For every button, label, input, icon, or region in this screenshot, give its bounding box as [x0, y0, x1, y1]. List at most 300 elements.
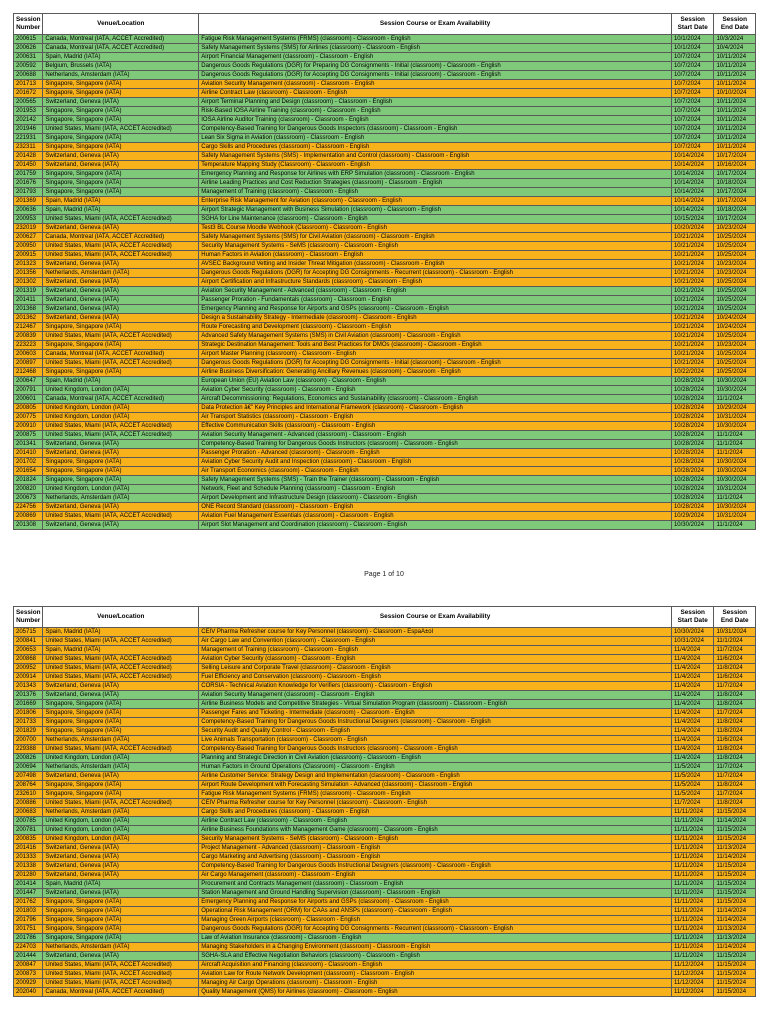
course-cell: Dangerous Goods Regulations (DGR) for Accepting DG Consignments - Initial (classroom) - Classroom - English — [199, 359, 672, 368]
table-row — [14, 80, 756, 89]
table-row — [14, 709, 756, 718]
course-cell: Fatigue Risk Management Systems (FRMS) (classroom) - Classroom - English — [199, 35, 672, 44]
end-date-cell: 10/23/2024 — [714, 260, 756, 269]
end-date-cell: 11/1/2024 — [714, 521, 756, 530]
session-number-cell: 200700 — [14, 736, 43, 745]
table-row — [14, 655, 756, 664]
end-date-cell: 10/17/2024 — [714, 215, 756, 224]
venue-cell: United States, Miami (IATA, ACCET Accredited) — [43, 970, 199, 979]
course-cell: Aircraft Acquisition and Financing (classroom) - Classroom - English — [199, 961, 672, 970]
session-number-cell: 202142 — [14, 116, 43, 125]
course-cell: Safety Management Systems (SMS) - Train the Trainer (classroom) - Classroom - English — [199, 476, 672, 485]
course-cell: Airport Route Development with Forecasting Simulation - Advanced (classroom) - Classroom - English — [199, 781, 672, 790]
session-number-cell: 201676 — [14, 179, 43, 188]
table-row — [14, 287, 756, 296]
venue-cell: Switzerland, Geneva (IATA) — [43, 98, 199, 107]
session-number-cell: 201806 — [14, 709, 43, 718]
venue-cell: Singapore, Singapore (IATA) — [43, 179, 199, 188]
session-number-cell: 200785 — [14, 817, 43, 826]
table-row — [14, 628, 756, 637]
venue-cell: United States, Miami (IATA, ACCET Accredited) — [43, 979, 199, 988]
session-number-cell: 201319 — [14, 287, 43, 296]
end-date-cell: 11/1/2024 — [714, 395, 756, 404]
session-number-cell: 201302 — [14, 278, 43, 287]
course-cell: Competency-Based Training for Dangerous Goods Instructors (classroom) - Classroom - English — [199, 745, 672, 754]
table-row — [14, 179, 756, 188]
course-cell: Airline Business Diversification: Generating Ancillary Revenues (classroom) - Classroom - English — [199, 368, 672, 377]
session-number-cell: 201308 — [14, 521, 43, 530]
venue-cell: Singapore, Singapore (IATA) — [43, 467, 199, 476]
start-date-cell: 10/1/2024 — [671, 44, 714, 53]
venue-cell: Switzerland, Geneva (IATA) — [43, 691, 199, 700]
start-date-cell: 11/11/2024 — [671, 889, 714, 898]
course-cell: Temperature Mapping Study (Classroom) - Classroom - English — [199, 161, 672, 170]
session-number-cell: 201759 — [14, 170, 43, 179]
start-date-cell: 11/11/2024 — [671, 826, 714, 835]
venue-cell: Singapore, Singapore (IATA) — [43, 134, 199, 143]
end-date-cell: 11/7/2024 — [714, 682, 756, 691]
table-row — [14, 682, 756, 691]
start-date-cell: 10/21/2024 — [671, 314, 714, 323]
session-number-cell: 201793 — [14, 188, 43, 197]
end-date-cell: 10/11/2024 — [714, 53, 756, 62]
session-number-cell: 201786 — [14, 934, 43, 943]
venue-cell: Singapore, Singapore (IATA) — [43, 934, 199, 943]
start-date-cell: 10/21/2024 — [671, 296, 714, 305]
session-number-cell: 201341 — [14, 440, 43, 449]
table-row — [14, 359, 756, 368]
end-date-cell: 10/4/2024 — [714, 44, 756, 53]
session-number-cell: 200627 — [14, 233, 43, 242]
course-cell: Aviation Cyber Security (classroom) - Classroom - English — [199, 655, 672, 664]
table-row — [14, 332, 756, 341]
session-number-cell: 200886 — [14, 799, 43, 808]
start-date-cell: 11/11/2024 — [671, 916, 714, 925]
course-cell: Security Management Systems - SeMS (classroom) - Classroom - English — [199, 242, 672, 251]
session-number-cell: 200601 — [14, 395, 43, 404]
table-row — [14, 404, 756, 413]
session-number-cell: 201333 — [14, 853, 43, 862]
venue-cell: United States, Miami (IATA, ACCET Accredited) — [43, 673, 199, 682]
session-number-cell: 201376 — [14, 691, 43, 700]
end-date-cell: 10/25/2024 — [714, 296, 756, 305]
venue-cell: Singapore, Singapore (IATA) — [43, 709, 199, 718]
end-date-cell: 11/14/2024 — [714, 916, 756, 925]
venue-cell: Switzerland, Geneva (IATA) — [43, 314, 199, 323]
session-number-cell: 201280 — [14, 871, 43, 880]
page-number: Page 1 of 10 — [364, 571, 404, 578]
course-cell: Advanced Safety Management Systems (SMS) in Civil Aviation (classroom) - Classroom - English — [199, 332, 672, 341]
table-row — [14, 952, 756, 961]
table-body — [14, 628, 756, 997]
end-date-cell: 10/11/2024 — [714, 125, 756, 134]
course-cell: Airport Development and Infrastructure Design (classroom) - Classroom - English — [199, 494, 672, 503]
end-date-cell: 11/15/2024 — [714, 862, 756, 871]
venue-cell: United Kingdom, London (IATA) — [43, 835, 199, 844]
end-date-cell: 10/30/2024 — [714, 386, 756, 395]
venue-cell: Spain, Madrid (IATA) — [43, 197, 199, 206]
course-cell: Airline Customer Service: Strategy Design and Implementation (classroom) - Classroom - English — [199, 772, 672, 781]
course-cell: Fuel Efficiency and Conservation (classroom) - Classroom - English — [199, 673, 672, 682]
session-number-cell: 201414 — [14, 880, 43, 889]
end-date-cell: 10/16/2024 — [714, 161, 756, 170]
course-cell: Competency-Based Training for Dangerous Goods Instructional Designers (classroom) - Classroom - English — [199, 862, 672, 871]
session-number-cell: 201713 — [14, 80, 43, 89]
course-cell: Law of Aviation Insurance (classroom) - Classroom - English — [199, 934, 672, 943]
session-number-cell: 200615 — [14, 35, 43, 44]
venue-cell: United Kingdom, London (IATA) — [43, 485, 199, 494]
table-row — [14, 521, 756, 530]
table-row — [14, 296, 756, 305]
table-row — [14, 377, 756, 386]
venue-cell: Switzerland, Geneva (IATA) — [43, 305, 199, 314]
venue-cell: Canada, Montreal (IATA, ACCET Accredited) — [43, 350, 199, 359]
session-number-cell: 200897 — [14, 359, 43, 368]
course-cell: Enterprise Risk Management for Aviation (classroom) - Classroom - English — [199, 197, 672, 206]
start-date-cell: 10/28/2024 — [671, 485, 714, 494]
table-row — [14, 143, 756, 152]
header-venue: Venue/Location — [43, 607, 199, 628]
end-date-cell: 10/31/2024 — [714, 628, 756, 637]
table-row — [14, 152, 756, 161]
session-number-cell: 201368 — [14, 305, 43, 314]
table-row — [14, 233, 756, 242]
end-date-cell: 11/8/2024 — [714, 781, 756, 790]
venue-cell: Switzerland, Geneva (IATA) — [43, 952, 199, 961]
start-date-cell: 11/11/2024 — [671, 844, 714, 853]
venue-cell: United States, Miami (IATA, ACCET Accredited) — [43, 961, 199, 970]
session-number-cell: 200636 — [14, 206, 43, 215]
start-date-cell: 10/30/2024 — [671, 628, 714, 637]
course-cell: Safety Management Systems (SMS) - Implementation and Control (classroom) - Classroom - English — [199, 152, 672, 161]
venue-cell: United States, Miami (IATA, ACCET Accredited) — [43, 242, 199, 251]
header-venue: Venue/Location — [43, 14, 199, 35]
venue-cell: Switzerland, Geneva (IATA) — [43, 278, 199, 287]
table-row — [14, 386, 756, 395]
venue-cell: Switzerland, Geneva (IATA) — [43, 287, 199, 296]
session-number-cell: 201672 — [14, 89, 43, 98]
course-cell: Aviation Security Management (classroom) - Classroom - English — [199, 80, 672, 89]
start-date-cell: 11/5/2024 — [671, 763, 714, 772]
session-number-cell: 200910 — [14, 422, 43, 431]
table-row — [14, 134, 756, 143]
table-row — [14, 907, 756, 916]
start-date-cell: 10/7/2024 — [671, 71, 714, 80]
start-date-cell: 11/4/2024 — [671, 673, 714, 682]
table-row — [14, 170, 756, 179]
course-cell: AVSEC Background Vetting and Insider Threat Mitigation (classroom) - Classroom - English — [199, 260, 672, 269]
course-cell: Air Cargo Management (classroom) - Classroom - English — [199, 871, 672, 880]
session-number-cell: 208764 — [14, 781, 43, 790]
venue-cell: United Kingdom, London (IATA) — [43, 754, 199, 763]
session-number-cell: 200603 — [14, 350, 43, 359]
course-cell: Safety Management Systems (SMS) for Airlines (classroom) - Classroom - English — [199, 44, 672, 53]
end-date-cell: 11/15/2024 — [714, 898, 756, 907]
course-cell: Managing Green Airports (classroom) - Classroom - English — [199, 916, 672, 925]
venue-cell: Canada, Montreal (IATA, ACCET Accredited) — [43, 988, 199, 997]
end-date-cell: 10/3/2024 — [714, 35, 756, 44]
session-number-cell: 200873 — [14, 970, 43, 979]
end-date-cell: 11/7/2024 — [714, 772, 756, 781]
start-date-cell: 11/4/2024 — [671, 745, 714, 754]
start-date-cell: 10/28/2024 — [671, 449, 714, 458]
end-date-cell: 11/8/2024 — [714, 745, 756, 754]
table-row — [14, 188, 756, 197]
venue-cell: Singapore, Singapore (IATA) — [43, 143, 199, 152]
course-cell: Test3 BL Course Moodle Webhook (Classroom) - Classroom - English — [199, 224, 672, 233]
course-cell: Dangerous Goods Regulations (DGR) for Accepting DG Consignments - Recurrent (classroom) - Classroom - English — [199, 925, 672, 934]
end-date-cell: 11/14/2024 — [714, 907, 756, 916]
session-number-cell: 201702 — [14, 458, 43, 467]
session-number-cell: 200841 — [14, 637, 43, 646]
end-date-cell: 11/15/2024 — [714, 808, 756, 817]
course-cell: Passenger Proration - Advanced (classroom) - Classroom - English — [199, 449, 672, 458]
course-cell: Safety Management Systems (SMS) for Civil Aviation (classroom) - Classroom - English — [199, 233, 672, 242]
venue-cell: Switzerland, Geneva (IATA) — [43, 503, 199, 512]
start-date-cell: 10/31/2024 — [671, 637, 714, 646]
table-row — [14, 224, 756, 233]
start-date-cell: 10/21/2024 — [671, 305, 714, 314]
session-number-cell: 201444 — [14, 952, 43, 961]
venue-cell: United States, Miami (IATA, ACCET Accredited) — [43, 251, 199, 260]
session-number-cell: 201829 — [14, 727, 43, 736]
course-cell: Route Forecasting and Development (classroom) - Classroom - English — [199, 323, 672, 332]
start-date-cell: 10/28/2024 — [671, 413, 714, 422]
course-cell: Design a Sustainability Strategy - Intermediate (classroom) - Classroom - English — [199, 314, 672, 323]
end-date-cell: 10/23/2024 — [714, 341, 756, 350]
course-cell: Emergency Planning and Response for Airports and GSPs (classroom) - Classroom - English — [199, 898, 672, 907]
venue-cell: Netherlands, Amsterdam (IATA) — [43, 71, 199, 80]
end-date-cell: 10/17/2024 — [714, 152, 756, 161]
table-row — [14, 512, 756, 521]
table-row — [14, 350, 756, 359]
table-row — [14, 925, 756, 934]
table-row — [14, 664, 756, 673]
course-cell: Managing Air Cargo Operations (classroom) - Classroom - English — [199, 979, 672, 988]
venue-cell: Netherlands, Amsterdam (IATA) — [43, 763, 199, 772]
venue-cell: Netherlands, Amsterdam (IATA) — [43, 808, 199, 817]
start-date-cell: 10/21/2024 — [671, 233, 714, 242]
end-date-cell: 10/17/2024 — [714, 188, 756, 197]
start-date-cell: 11/11/2024 — [671, 835, 714, 844]
start-date-cell: 10/7/2024 — [671, 80, 714, 89]
start-date-cell: 11/12/2024 — [671, 961, 714, 970]
end-date-cell: 10/25/2024 — [714, 278, 756, 287]
end-date-cell: 11/15/2024 — [714, 835, 756, 844]
start-date-cell: 11/12/2024 — [671, 979, 714, 988]
venue-cell: Canada, Montreal (IATA, ACCET Accredited) — [43, 395, 199, 404]
session-number-cell: 200868 — [14, 655, 43, 664]
course-cell: Passenger Proration - Fundamentals (classroom) - Classroom - English — [199, 296, 672, 305]
venue-cell: Singapore, Singapore (IATA) — [43, 170, 199, 179]
end-date-cell: 11/15/2024 — [714, 889, 756, 898]
end-date-cell: 11/1/2024 — [714, 637, 756, 646]
end-date-cell: 11/14/2024 — [714, 817, 756, 826]
start-date-cell: 10/7/2024 — [671, 116, 714, 125]
table-row — [14, 278, 756, 287]
venue-cell: Spain, Madrid (IATA) — [43, 53, 199, 62]
start-date-cell: 10/21/2024 — [671, 269, 714, 278]
venue-cell: Switzerland, Geneva (IATA) — [43, 772, 199, 781]
start-date-cell: 10/20/2024 — [671, 224, 714, 233]
venue-cell: Spain, Madrid (IATA) — [43, 628, 199, 637]
session-number-cell: 202040 — [14, 988, 43, 997]
start-date-cell: 10/21/2024 — [671, 341, 714, 350]
end-date-cell: 11/15/2024 — [714, 880, 756, 889]
course-cell: Management of Training (classroom) - Classroom - English — [199, 646, 672, 655]
start-date-cell: 10/28/2024 — [671, 404, 714, 413]
venue-cell: Switzerland, Geneva (IATA) — [43, 521, 199, 530]
venue-cell: United States, Miami (IATA, ACCET Accredited) — [43, 512, 199, 521]
table-row — [14, 808, 756, 817]
session-number-cell: 200847 — [14, 961, 43, 970]
end-date-cell: 10/30/2024 — [714, 476, 756, 485]
start-date-cell: 10/21/2024 — [671, 278, 714, 287]
course-cell: Quality Management (QMS) for Airlines (classroom) - Classroom - English — [199, 988, 672, 997]
start-date-cell: 10/14/2024 — [671, 188, 714, 197]
end-date-cell: 10/11/2024 — [714, 134, 756, 143]
start-date-cell: 10/28/2024 — [671, 503, 714, 512]
table-row — [14, 799, 756, 808]
course-cell: Dangerous Goods Regulations (DGR) for Accepting DG Consignments - Recurrent (classroom) - Classroom - English — [199, 269, 672, 278]
end-date-cell: 11/13/2024 — [714, 925, 756, 934]
start-date-cell: 11/11/2024 — [671, 943, 714, 952]
session-number-cell: 201733 — [14, 718, 43, 727]
table-row — [14, 242, 756, 251]
table-row — [14, 314, 756, 323]
end-date-cell: 10/25/2024 — [714, 242, 756, 251]
venue-cell: Switzerland, Geneva (IATA) — [43, 161, 199, 170]
end-date-cell: 10/11/2024 — [714, 107, 756, 116]
course-cell: Air Transport Statistics (classroom) - Classroom - English — [199, 413, 672, 422]
venue-cell: Netherlands, Amsterdam (IATA) — [43, 494, 199, 503]
table-header — [14, 607, 756, 628]
venue-cell: Netherlands, Amsterdam (IATA) — [43, 736, 199, 745]
start-date-cell: 10/28/2024 — [671, 422, 714, 431]
venue-cell: Singapore, Singapore (IATA) — [43, 781, 199, 790]
table-row — [14, 494, 756, 503]
venue-cell: United Kingdom, London (IATA) — [43, 404, 199, 413]
course-cell: Airport Master Planning (classroom) - Classroom - English — [199, 350, 672, 359]
end-date-cell: 10/25/2024 — [714, 287, 756, 296]
table-row — [14, 449, 756, 458]
course-cell: Airline Contract Law (classroom) - Classroom - English — [199, 89, 672, 98]
venue-cell: Switzerland, Geneva (IATA) — [43, 889, 199, 898]
venue-cell: United States, Miami (IATA, ACCET Accredited) — [43, 637, 199, 646]
table-row — [14, 916, 756, 925]
venue-cell: Singapore, Singapore (IATA) — [43, 323, 199, 332]
course-cell: Airport Slot Management and Coordination (classroom) - Classroom - English — [199, 521, 672, 530]
start-date-cell: 11/5/2024 — [671, 781, 714, 790]
session-number-cell: 200869 — [14, 512, 43, 521]
header-end-date: Session End Date — [714, 14, 756, 35]
course-cell: CEIV Pharma Refresher course for Key Personnel (classroom) - Classroom - EspaÃ±ol — [199, 628, 672, 637]
table-row — [14, 107, 756, 116]
session-number-cell: 201803 — [14, 907, 43, 916]
start-date-cell: 10/21/2024 — [671, 260, 714, 269]
session-number-cell: 200820 — [14, 485, 43, 494]
start-date-cell: 11/4/2024 — [671, 682, 714, 691]
start-date-cell: 11/4/2024 — [671, 664, 714, 673]
end-date-cell: 10/30/2024 — [714, 503, 756, 512]
start-date-cell: 10/29/2024 — [671, 512, 714, 521]
start-date-cell: 11/11/2024 — [671, 934, 714, 943]
table-row — [14, 781, 756, 790]
start-date-cell: 11/12/2024 — [671, 970, 714, 979]
end-date-cell: 11/15/2024 — [714, 979, 756, 988]
end-date-cell: 10/31/2024 — [714, 512, 756, 521]
table-row — [14, 53, 756, 62]
venue-cell: United States, Miami (IATA, ACCET Accredited) — [43, 215, 199, 224]
end-date-cell: 11/15/2024 — [714, 970, 756, 979]
session-number-cell: 229388 — [14, 745, 43, 754]
venue-cell: United States, Miami (IATA, ACCET Accredited) — [43, 431, 199, 440]
course-cell: Competency-Based Training for Dangerous Goods Instructional Designers (classroom) - Classroom - English — [199, 718, 672, 727]
course-cell: Cargo Skills and Procedures (classroom) - Classroom - English — [199, 808, 672, 817]
session-number-cell: 200781 — [14, 826, 43, 835]
end-date-cell: 10/23/2024 — [714, 269, 756, 278]
venue-cell: Switzerland, Geneva (IATA) — [43, 296, 199, 305]
header-course: Session Course or Exam Availability — [199, 14, 672, 35]
venue-cell: Spain, Madrid (IATA) — [43, 880, 199, 889]
course-cell: Airport Financial Management (classroom) - Classroom - English — [199, 53, 672, 62]
table-row — [14, 413, 756, 422]
course-cell: Planning and Strategic Direction in Civil Aviation (classroom) - Classroom - English — [199, 754, 672, 763]
start-date-cell: 10/7/2024 — [671, 107, 714, 116]
venue-cell: United States, Miami (IATA, ACCET Accredited) — [43, 359, 199, 368]
session-number-cell: 201796 — [14, 916, 43, 925]
course-cell: Airline Leading Practices and Cost Reduction Strategies (classroom) - Classroom - English — [199, 179, 672, 188]
end-date-cell: 11/8/2024 — [714, 754, 756, 763]
start-date-cell: 10/7/2024 — [671, 62, 714, 71]
session-number-cell: 200929 — [14, 979, 43, 988]
end-date-cell: 10/11/2024 — [714, 143, 756, 152]
session-number-cell: 200565 — [14, 98, 43, 107]
session-number-cell: 201411 — [14, 296, 43, 305]
start-date-cell: 10/15/2024 — [671, 215, 714, 224]
venue-cell: Switzerland, Geneva (IATA) — [43, 440, 199, 449]
course-cell: Human Factors in Aviation (classroom) - Classroom - English — [199, 251, 672, 260]
table-row — [14, 826, 756, 835]
table-row — [14, 673, 756, 682]
table-row — [14, 458, 756, 467]
start-date-cell: 10/28/2024 — [671, 386, 714, 395]
venue-cell: Spain, Madrid (IATA) — [43, 646, 199, 655]
venue-cell: Spain, Madrid (IATA) — [43, 377, 199, 386]
start-date-cell: 10/21/2024 — [671, 323, 714, 332]
course-cell: Procurement and Contracts Management (classroom) - Classroom - English — [199, 880, 672, 889]
end-date-cell: 10/30/2024 — [714, 422, 756, 431]
session-number-cell: 200835 — [14, 835, 43, 844]
venue-cell: Canada, Montreal (IATA, ACCET Accredited) — [43, 233, 199, 242]
end-date-cell: 10/25/2024 — [714, 350, 756, 359]
table-row — [14, 251, 756, 260]
course-cell: CEIV Pharma Refresher course for Key Personnel (classroom) - Classroom - English — [199, 799, 672, 808]
start-date-cell: 11/4/2024 — [671, 691, 714, 700]
end-date-cell: 10/11/2024 — [714, 71, 756, 80]
venue-cell: Singapore, Singapore (IATA) — [43, 188, 199, 197]
venue-cell: Switzerland, Geneva (IATA) — [43, 260, 199, 269]
course-cell: Aviation Cyber Security (classroom) - Classroom - English — [199, 386, 672, 395]
venue-cell: United Kingdom, London (IATA) — [43, 386, 199, 395]
table-row — [14, 961, 756, 970]
end-date-cell: 11/15/2024 — [714, 952, 756, 961]
start-date-cell: 11/11/2024 — [671, 808, 714, 817]
course-cell: Cargo Skills and Procedures (classroom) - Classroom - English — [199, 143, 672, 152]
table-row — [14, 862, 756, 871]
venue-cell: Switzerland, Geneva (IATA) — [43, 862, 199, 871]
start-date-cell: 11/11/2024 — [671, 925, 714, 934]
